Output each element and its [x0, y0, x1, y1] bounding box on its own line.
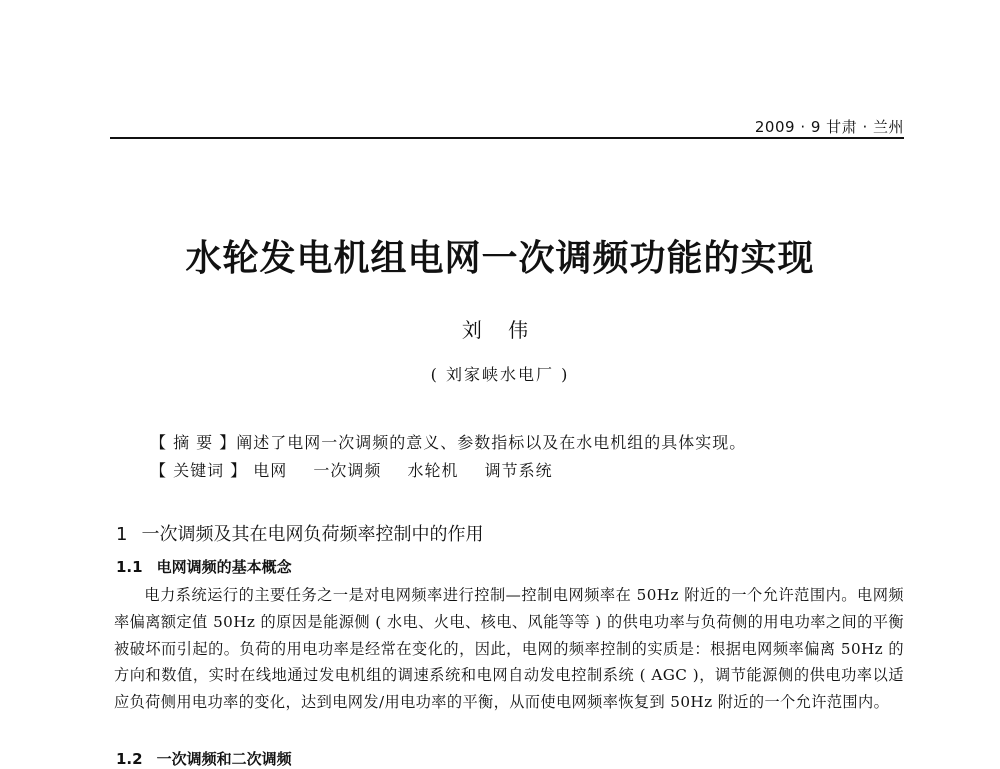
subsection-title: 一次调频和二次调频	[156, 750, 292, 768]
header-rule	[110, 137, 904, 139]
abstract-text: 阐述了电网一次调频的意义、参数指标以及在水电机组的具体实现。	[236, 433, 747, 452]
section-title: 一次调频及其在电网负荷频率控制中的作用	[141, 524, 484, 545]
author: 刘 伟	[461, 318, 539, 342]
keyword-item: 水轮机	[407, 461, 459, 480]
keyword-item: 电网	[253, 461, 288, 480]
section-heading	[116, 520, 483, 546]
subsection-number: 1.2	[116, 750, 143, 768]
subsection-heading	[116, 556, 292, 577]
keyword-item: 调节系统	[484, 461, 553, 480]
affiliation: ( 刘家峡水电厂 )	[430, 365, 570, 384]
keyword-item: 一次调频	[313, 461, 382, 480]
subsection-heading	[116, 748, 292, 769]
abstract-label: 【 摘 要 】	[150, 433, 237, 452]
subsection-number: 1.1	[116, 558, 143, 576]
section-number: 1	[116, 524, 128, 545]
header-meta: 2009 · 9 甘肃 · 兰州	[754, 118, 904, 136]
body-paragraph: 电力系统运行的主要任务之一是对电网频率进行控制—控制电网频率在 50Hz 附近的一个允许范围内。电网频率偏离额定值 50Hz 的原因是能源侧 ( 水电、火电、核电、风能等等 ) 的供电功率与负荷侧的用电功率之间的平衡被破坏而引起的。负荷的用电功率是经常在变化的，因此，电网的频率控制的实质是：根据电网频率偏离 50Hz 的方向和数值，实时在线地通过发电机组的调速系统和电网自动发电控制系统 ( AGC )，调节能源侧的供电功率以适应负荷侧用电功率的变化，达到电网发/用电功率的平衡，从而使电网频率恢复到 50Hz 附近的一个允许范围内。	[114, 586, 904, 712]
abstract	[150, 430, 910, 453]
subsection-title: 电网调频的基本概念	[156, 558, 292, 576]
keywords-label: 【 关键词 】	[150, 461, 248, 480]
paper-title: 水轮发电机组电网一次调频功能的实现	[185, 237, 815, 279]
keywords	[150, 458, 910, 481]
